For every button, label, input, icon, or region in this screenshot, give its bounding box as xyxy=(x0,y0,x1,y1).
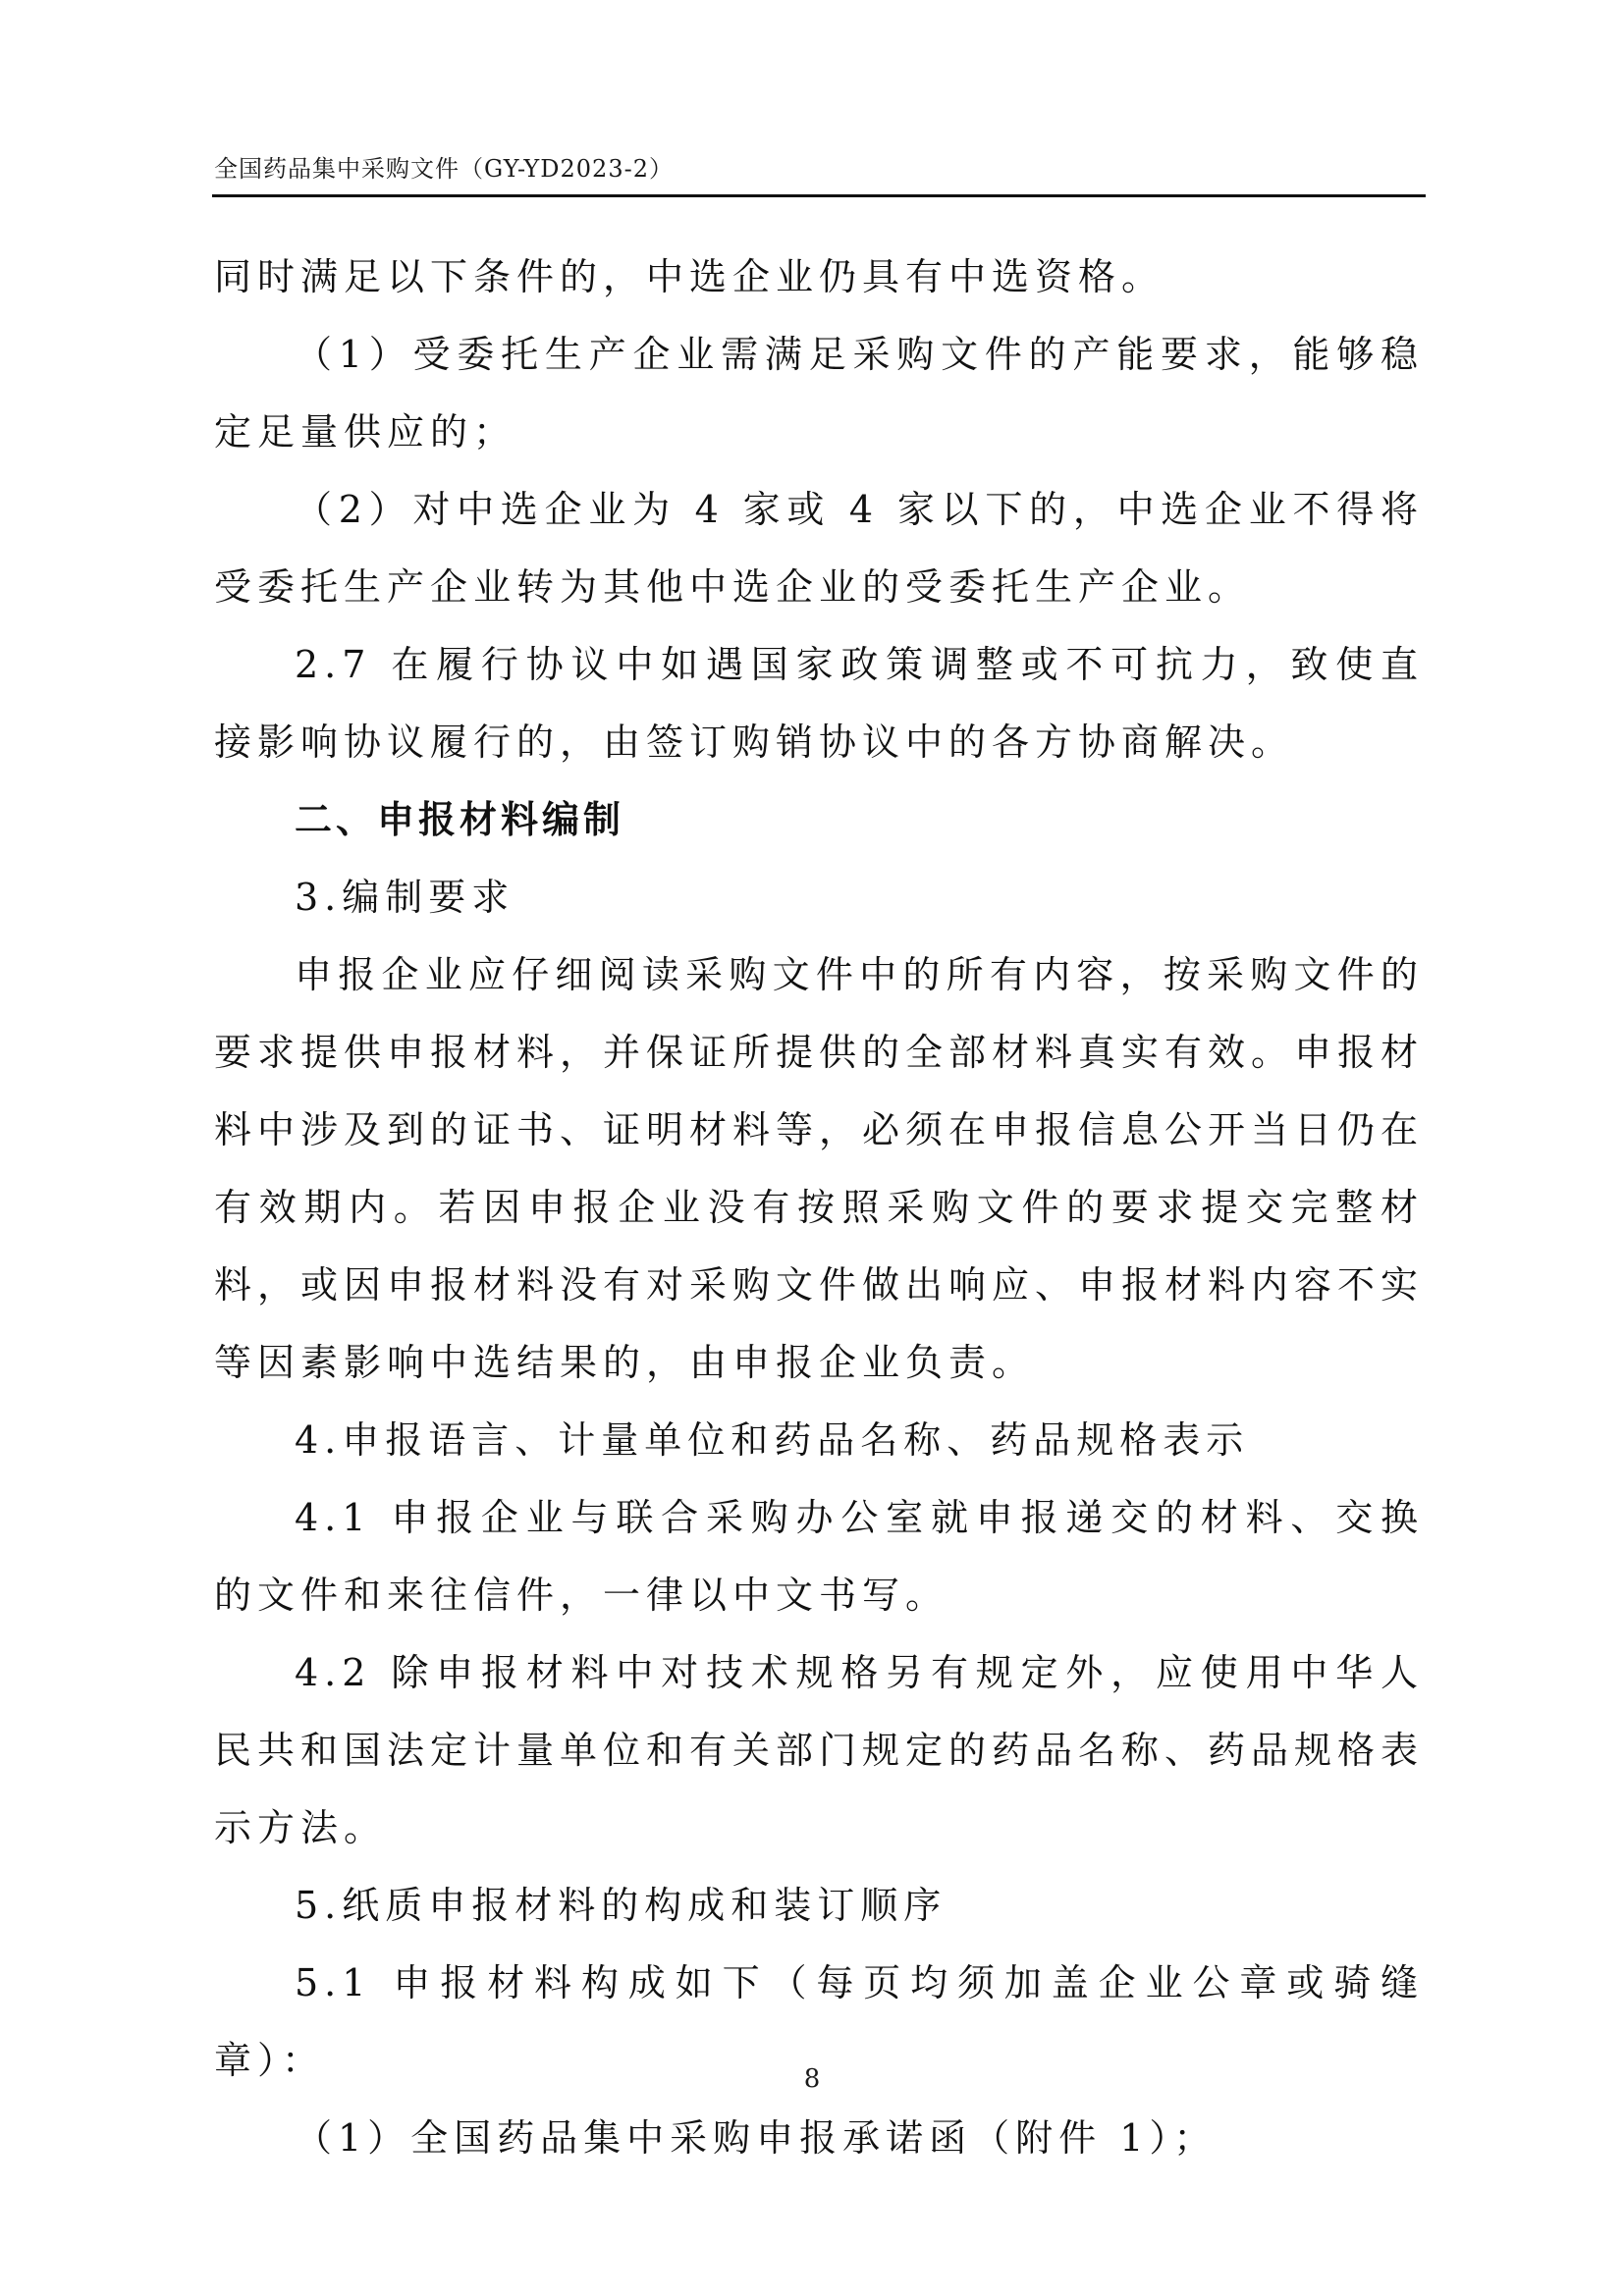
paragraph-clause-2-7: 2.7 在履行协议中如遇国家政策调整或不可抗力，致使直接影响协议履行的，由签订购销协议中的各方协商解决。 xyxy=(214,643,1424,764)
paragraph-clause-4-1: 4.1 申报企业与联合采购办公室就申报递交的材料、交换的文件和来往信件，一律以中文书写。 xyxy=(214,1496,1424,1617)
subheading-3: 3.编制要求 xyxy=(295,876,515,919)
subheading-4: 4.申报语言、计量单位和药品名称、药品规格表示 xyxy=(295,1418,1250,1462)
section-heading: 二、申报材料编制 xyxy=(295,798,625,841)
paragraph-condition-1: （1）受委托生产企业需满足采购文件的产能要求，能够稳定足量供应的； xyxy=(214,333,1424,454)
list-item-1: （1）全国药品集中采购申报承诺函（附件 1）； xyxy=(295,2116,1218,2160)
header-divider xyxy=(212,194,1426,197)
page-number: 8 xyxy=(803,2064,821,2094)
paragraph-condition-2: （2）对中选企业为 4 家或 4 家以下的，中选企业不得将受委托生产企业转为其他中选企业的受委托生产企业。 xyxy=(214,488,1424,609)
page-header xyxy=(212,149,1426,192)
document-body xyxy=(214,239,1424,2177)
paragraph-requirements: 申报企业应仔细阅读采购文件中的所有内容，按采购文件的要求提供申报材料，并保证所提供的全部材料真实有效。申报材料中涉及到的证书、证明材料等，必须在申报信息公开当日仍在有效期内。若因申报企业没有按照采购文件的要求提交完整材料，或因申报材料没有对采购文件做出响应、申报材料内容不实等因素影响中选结果的，由申报企业负责。 xyxy=(214,953,1425,1384)
subheading-5: 5.纸质申报材料的构成和装订顺序 xyxy=(295,1884,947,1927)
paragraph-continuation: 同时满足以下条件的，中选企业仍具有中选资格。 xyxy=(214,255,1165,298)
paragraph-clause-5-1: 5.1 申报材料构成如下（每页均须加盖企业公章或骑缝章）： xyxy=(214,1961,1424,2082)
document-title: 全国药品集中采购文件（GY-YD2023-2） xyxy=(214,155,674,183)
paragraph-clause-4-2: 4.2 除申报材料中对技术规格另有规定外，应使用中华人民共和国法定计量单位和有关部门规定的药品名称、药品规格表示方法。 xyxy=(214,1651,1425,1849)
